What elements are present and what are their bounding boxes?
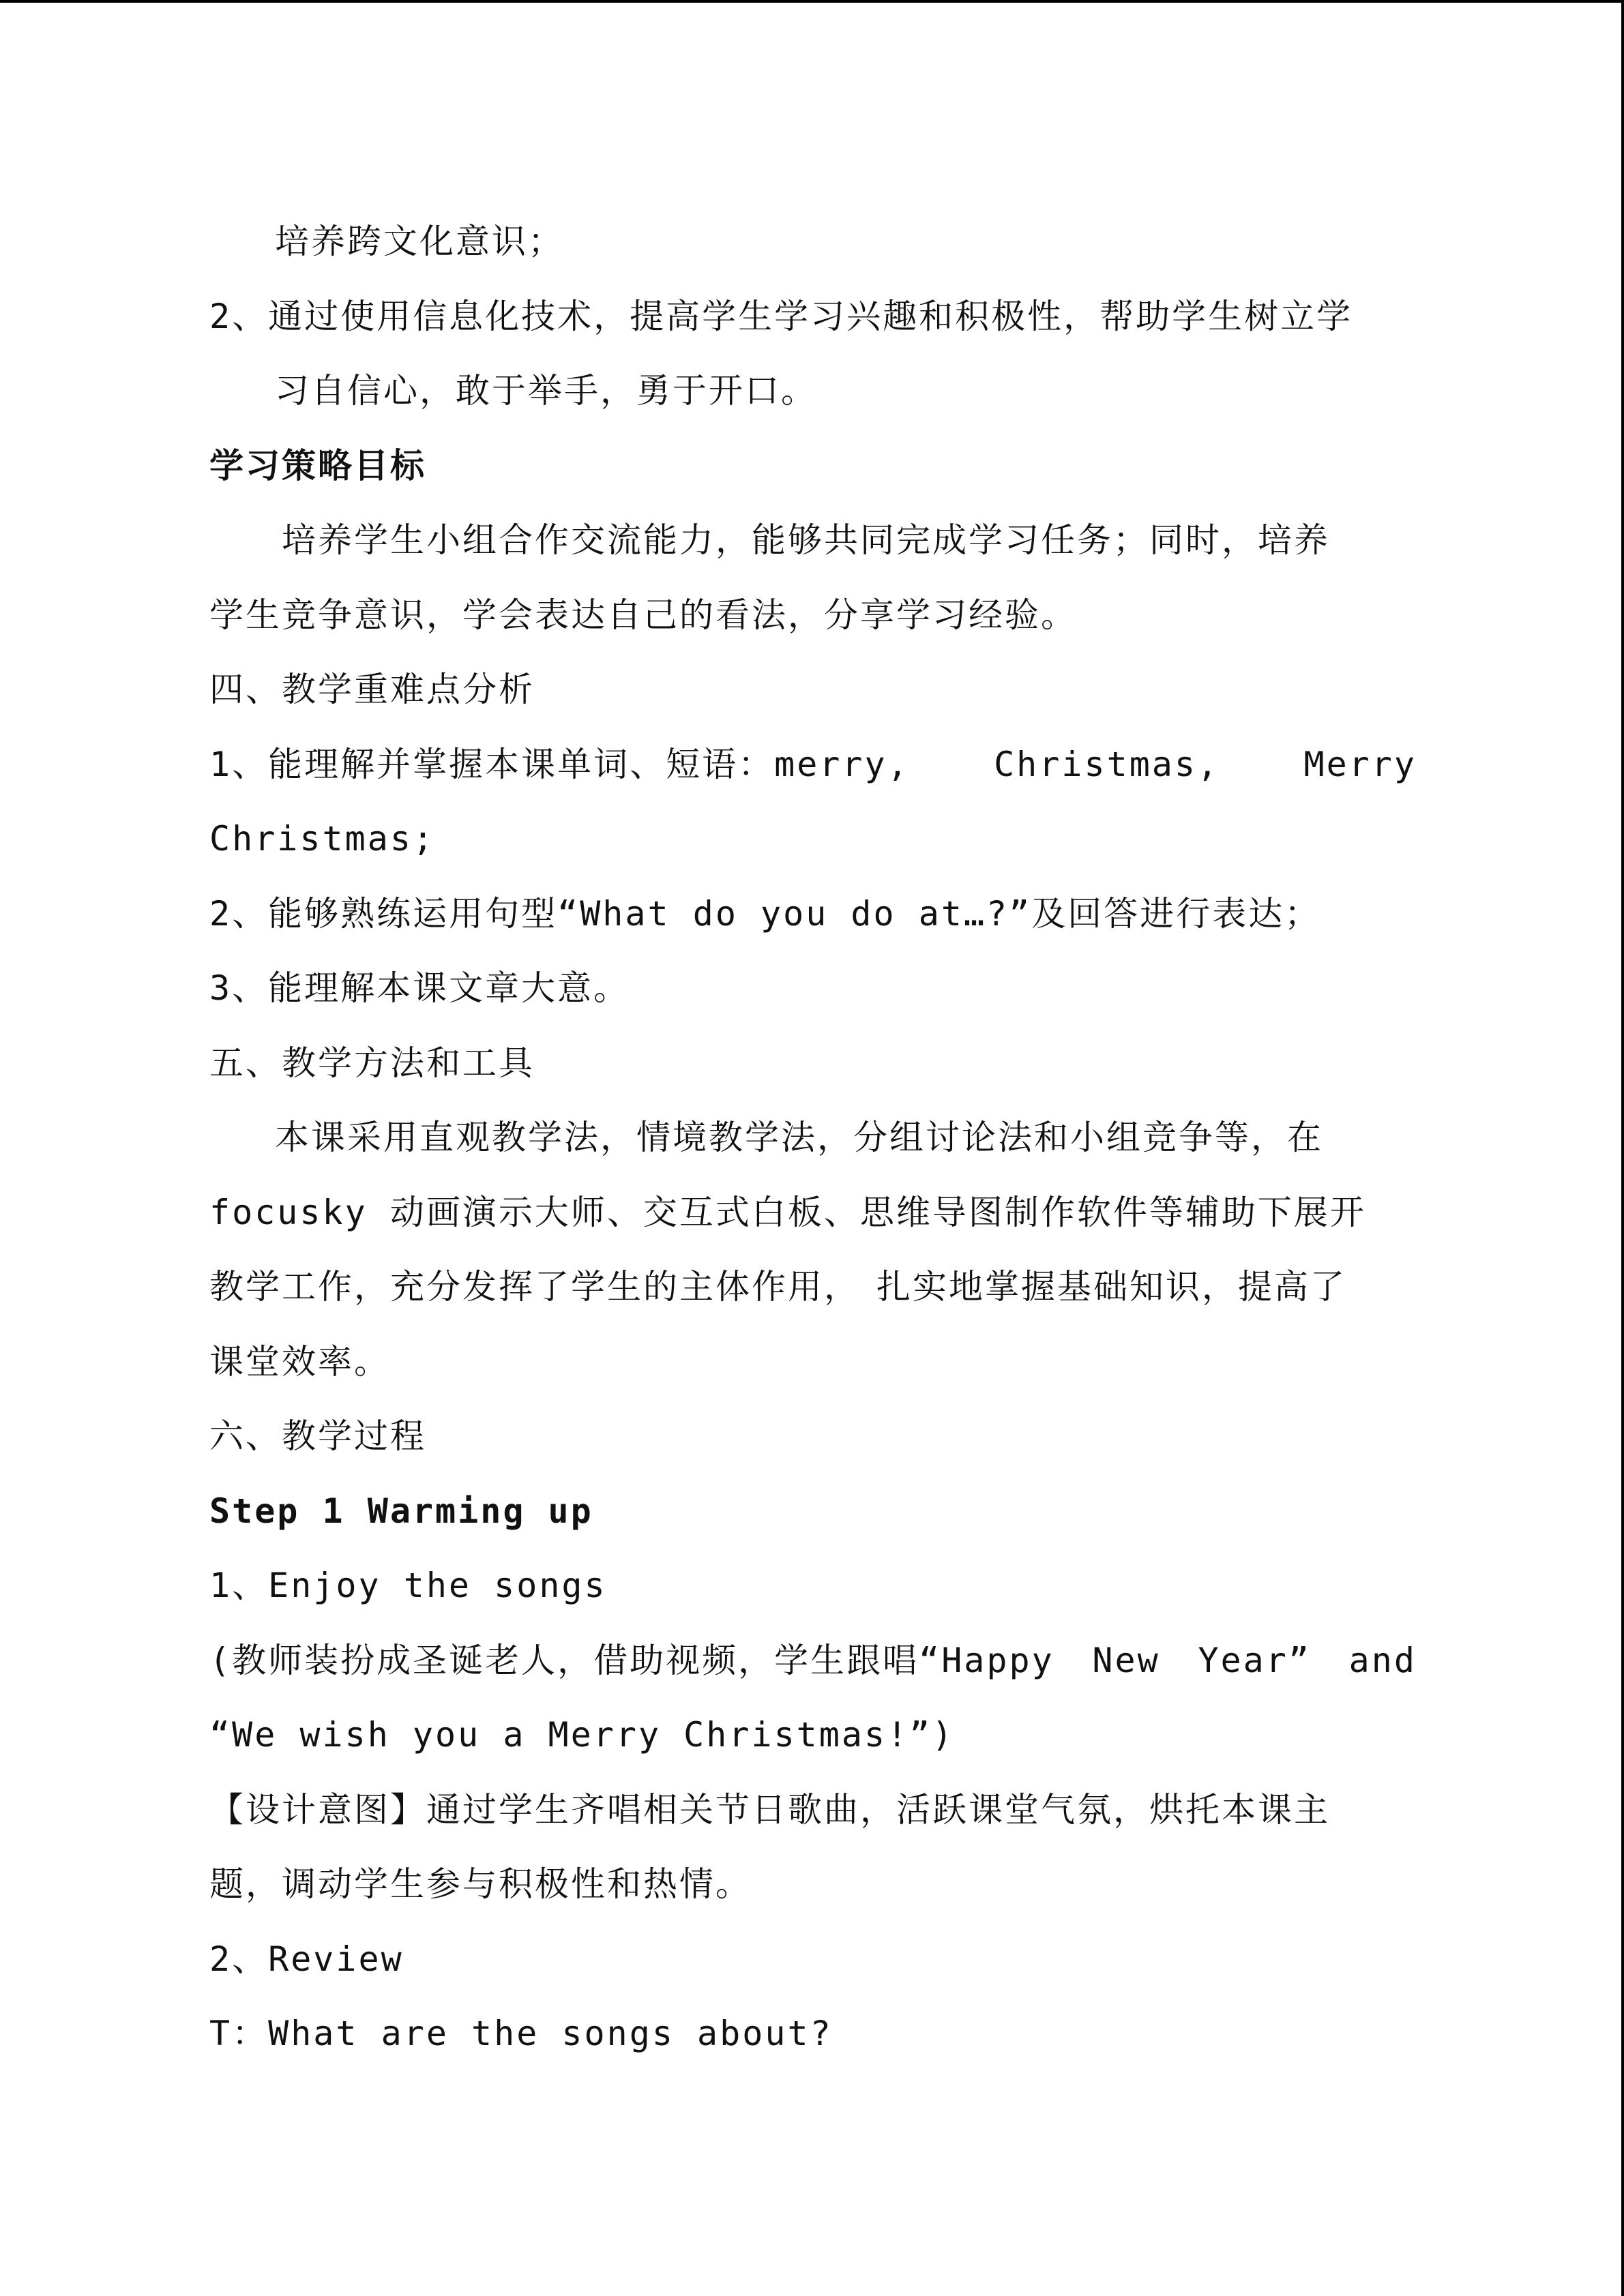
list-item: 2、通过使用信息化技术，提高学生学习兴趣和积极性，帮助学生树立学: [209, 296, 1353, 336]
list-item: [209, 728, 1417, 803]
text-segment: Merry: [1303, 744, 1417, 784]
paragraph-line: 本课采用直观教学法，情境教学法，分组讨论法和小组竞争等，在: [275, 1118, 1323, 1157]
paragraph-line: 课堂效率。: [209, 1341, 390, 1382]
text-segment: and: [1348, 1640, 1417, 1680]
document-page: [209, 205, 1417, 2072]
text-segment: Christmas,: [994, 744, 1220, 784]
list-item: 2、能够熟练运用句型“What do you do at…?”及回答进行表达；: [209, 893, 1321, 934]
section-heading: 四、教学重难点分析: [209, 670, 535, 709]
list-item: 2、Review: [209, 1939, 404, 1979]
text-line: Christmas;: [209, 819, 436, 859]
section-heading: 六、教学过程: [209, 1416, 426, 1456]
section-heading: 五、教学方法和工具: [209, 1043, 535, 1083]
paragraph-line: focusky 动画演示大师、交互式白板、思维导图制作软件等辅助下展开: [209, 1192, 1366, 1232]
text-segment: Year”: [1198, 1640, 1311, 1680]
paragraph-line: 培养学生小组合作交流能力，能够共同完成学习任务；同时，培养: [282, 520, 1330, 560]
page-right-border: [1621, 0, 1624, 2296]
text-segment: New: [1092, 1640, 1160, 1680]
paragraph-line: 学生竞争意识，学会表达自己的看法，分享学习经验。: [209, 595, 1077, 635]
text-segment: (教师装扮成圣诞老人，借助视频，学生跟唱“Happy: [209, 1640, 1054, 1680]
paragraph-line: “We wish you a Merry Christmas!”): [209, 1715, 955, 1755]
paragraph-line: [209, 1250, 1417, 1325]
text-segment: 扎实地掌握基础知识，提高了: [876, 1267, 1346, 1307]
list-item: 3、能理解本课文章大意。: [209, 968, 630, 1008]
text-line: 培养跨文化意识；: [275, 222, 564, 261]
dialogue-line: T：What are the songs about?: [209, 2014, 833, 2053]
text-segment: 教学工作，充分发挥了学生的主体作用，: [209, 1267, 860, 1307]
page-top-border: [0, 0, 1624, 3]
text-line: 习自信心，敢于举手，勇于开口。: [275, 371, 817, 411]
design-intent-line: 题，调动学生参与积极性和热情。: [209, 1864, 752, 1904]
paragraph-line: [209, 1624, 1417, 1699]
list-item: 1、Enjoy the songs: [209, 1566, 607, 1605]
text-segment: 1、能理解并掌握本课单词、短语：merry,: [209, 744, 910, 784]
step-heading: Step 1 Warming up: [209, 1491, 593, 1531]
design-intent-line: 【设计意图】通过学生齐唱相关节日歌曲，活跃课堂气氛，烘托本课主: [209, 1789, 1330, 1830]
section-heading: 学习策略目标: [209, 445, 426, 486]
